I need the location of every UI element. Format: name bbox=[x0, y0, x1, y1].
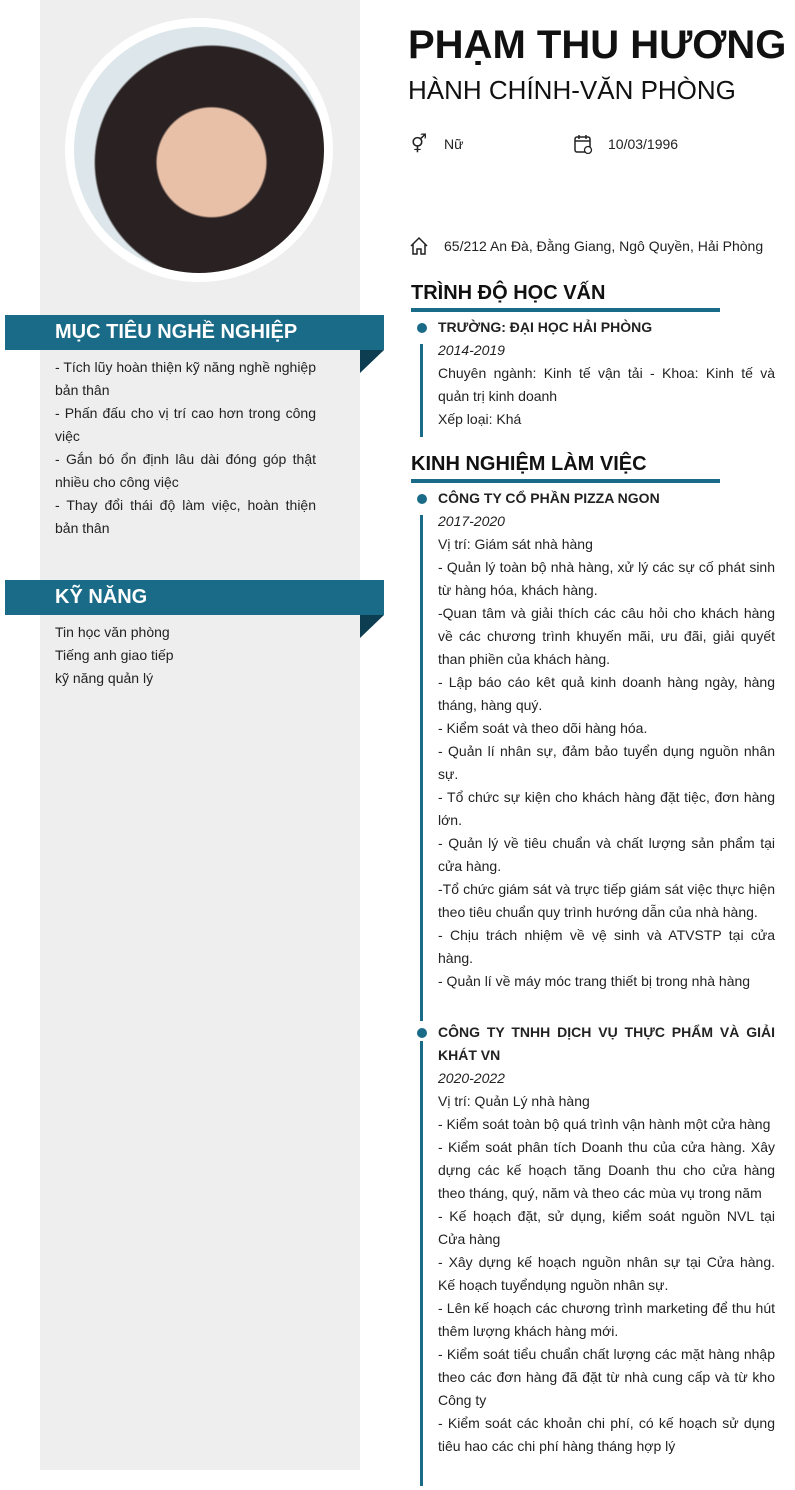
gender-info bbox=[408, 133, 463, 155]
job-line: - Chịu trách nhiệm về vệ sinh và ATVSTP tại cửa hàng. bbox=[438, 927, 775, 966]
job-entry bbox=[420, 487, 775, 1021]
job-line: - Quản lí nhân sự, đảm bảo tuyển dụng nguồn nhân sự. bbox=[438, 743, 775, 782]
experience-heading: KINH NGHIỆM LÀM VIỆC bbox=[411, 451, 720, 483]
job-line: - Quản lí về máy móc trang thiết bị trong nhà hàng bbox=[438, 973, 751, 989]
school-name: TRƯỜNG: ĐẠI HỌC HẢI PHÒNG bbox=[438, 319, 653, 335]
skill-item: Tiếng anh giao tiếp bbox=[55, 647, 174, 663]
timeline-dot bbox=[417, 323, 427, 333]
job-line: -Tổ chức giám sát và trực tiếp giám sát việc thực hiện theo tiêu chuẩn quy trình hướng dẫn của nhà hàng. bbox=[438, 881, 775, 920]
education-period: 2014-2019 bbox=[438, 342, 505, 358]
job-line: - Quản lý toàn bộ nhà hàng, xử lý các sự cố phát sinh từ hàng hóa, khách hàng. bbox=[438, 559, 775, 598]
address-value: 65/212 An Đà, Đằng Giang, Ngô Quyền, Hải Phòng bbox=[444, 238, 764, 254]
job-entry bbox=[420, 1021, 775, 1486]
job-line: - Tổ chức sự kiện cho khách hàng đặt tiệc, đơn hàng lớn. bbox=[438, 789, 775, 828]
job-period: 2017-2020 bbox=[438, 513, 505, 529]
education-line: Chuyên ngành: Kinh tế vận tải - Khoa: Kinh tế và quản trị kinh doanh bbox=[438, 365, 775, 404]
job-line: Vị trí: Quản Lý nhà hàng bbox=[438, 1093, 590, 1109]
timeline-dot bbox=[417, 494, 427, 504]
job-line: - Kế hoạch đặt, sử dụng, kiểm soát nguồn NVL tại Cửa hàng bbox=[438, 1208, 775, 1247]
education-heading: TRÌNH ĐỘ HỌC VẤN bbox=[411, 280, 720, 312]
skill-item: kỹ năng quản lý bbox=[55, 670, 154, 686]
objective-heading: MỤC TIÊU NGHỀ NGHIỆP bbox=[5, 315, 384, 350]
job-line: - Kiểm soát và theo dõi hàng hóa. bbox=[438, 720, 648, 736]
timeline-bar bbox=[420, 344, 423, 437]
main-content bbox=[411, 280, 775, 1486]
job-line: - Xây dựng kế hoạch nguồn nhân sự tại Cửa hàng. Kế hoạch tuyểndụng nguồn nhân sự. bbox=[438, 1254, 775, 1293]
objective-line: - Tích lũy hoàn thiện kỹ năng nghề nghiệp bản thân bbox=[55, 359, 316, 398]
objective-line: - Phấn đấu cho vị trí cao hơn trong công việc bbox=[55, 405, 316, 444]
banner-fold bbox=[360, 615, 384, 638]
objective-banner bbox=[5, 315, 384, 373]
job-line: -Quan tâm và giải thích các câu hỏi cho khách hàng về các chương trình khuyến mãi, ưu đãi, giải quyết than phiền của khách hàng. bbox=[438, 605, 775, 667]
education-entry bbox=[420, 316, 775, 437]
banner-fold bbox=[360, 350, 384, 373]
objective-line: - Gắn bó ổn định lâu dài đóng góp thật nhiều cho công việc bbox=[55, 451, 316, 490]
timeline-bar bbox=[420, 515, 423, 1021]
job-line: - Lên kế hoạch các chương trình marketing để thu hút thêm lượng khách hàng mới. bbox=[438, 1300, 775, 1339]
objective-list bbox=[55, 356, 316, 540]
avatar bbox=[74, 27, 324, 273]
education-line: Xếp loại: Khá bbox=[438, 411, 522, 427]
address-info bbox=[408, 235, 763, 257]
skill-item: Tin học văn phòng bbox=[55, 624, 170, 640]
gender-icon: ⚥ bbox=[410, 133, 428, 154]
objective-line: - Thay đổi thái độ làm việc, hoàn thiện bản thân bbox=[55, 497, 316, 536]
candidate-role: HÀNH CHÍNH-VĂN PHÒNG bbox=[408, 75, 736, 105]
birthday-info bbox=[572, 133, 678, 155]
job-line: - Kiểm soát phân tích Doanh thu của cửa hàng. Xây dựng các kế hoạch tăng Doanh thu cho cửa hàng theo tháng, quý, năm và theo các mùa vụ trong năm bbox=[438, 1139, 775, 1201]
company-name: CÔNG TY TNHH DỊCH VỤ THỰC PHẨM VÀ GIẢI KHÁT VN bbox=[438, 1024, 775, 1063]
candidate-name: PHẠM THU HƯƠNG bbox=[408, 23, 787, 67]
skills-heading: KỸ NĂNG bbox=[5, 580, 384, 615]
home-icon bbox=[408, 235, 430, 257]
job-line: - Lập báo cáo kêt quả kinh doanh hàng ngày, hàng tháng, hàng quý. bbox=[438, 674, 775, 713]
job-line: - Kiểm soát tiểu chuẩn chất lượng các mặt hàng nhập theo các đơn hàng đã đặt từ nhà cung cấp và từ kho Công ty bbox=[438, 1346, 775, 1408]
calendar-icon bbox=[572, 133, 594, 155]
sidebar-content bbox=[5, 315, 384, 690]
company-name: CÔNG TY CỔ PHẦN PIZZA NGON bbox=[438, 490, 660, 506]
gender-value: Nữ bbox=[444, 136, 464, 152]
skills-banner bbox=[5, 580, 384, 638]
job-line: - Kiểm soát các khoản chi phí, có kế hoạch sử dụng tiêu hao các chi phí hàng tháng hợp lý bbox=[438, 1415, 775, 1454]
timeline-dot bbox=[417, 1028, 427, 1038]
job-line: - Kiểm soát toàn bộ quá trình vận hành một cửa hàng bbox=[438, 1116, 771, 1132]
job-line: Vị trí: Giám sát nhà hàng bbox=[438, 536, 593, 552]
job-period: 2020-2022 bbox=[438, 1070, 505, 1086]
birthday-value: 10/03/1996 bbox=[608, 136, 679, 152]
profile-photo bbox=[65, 18, 333, 282]
timeline-bar bbox=[420, 1041, 423, 1486]
job-line: - Quản lý về tiêu chuẩn và chất lượng sản phẩm tại cửa hàng. bbox=[438, 835, 775, 874]
